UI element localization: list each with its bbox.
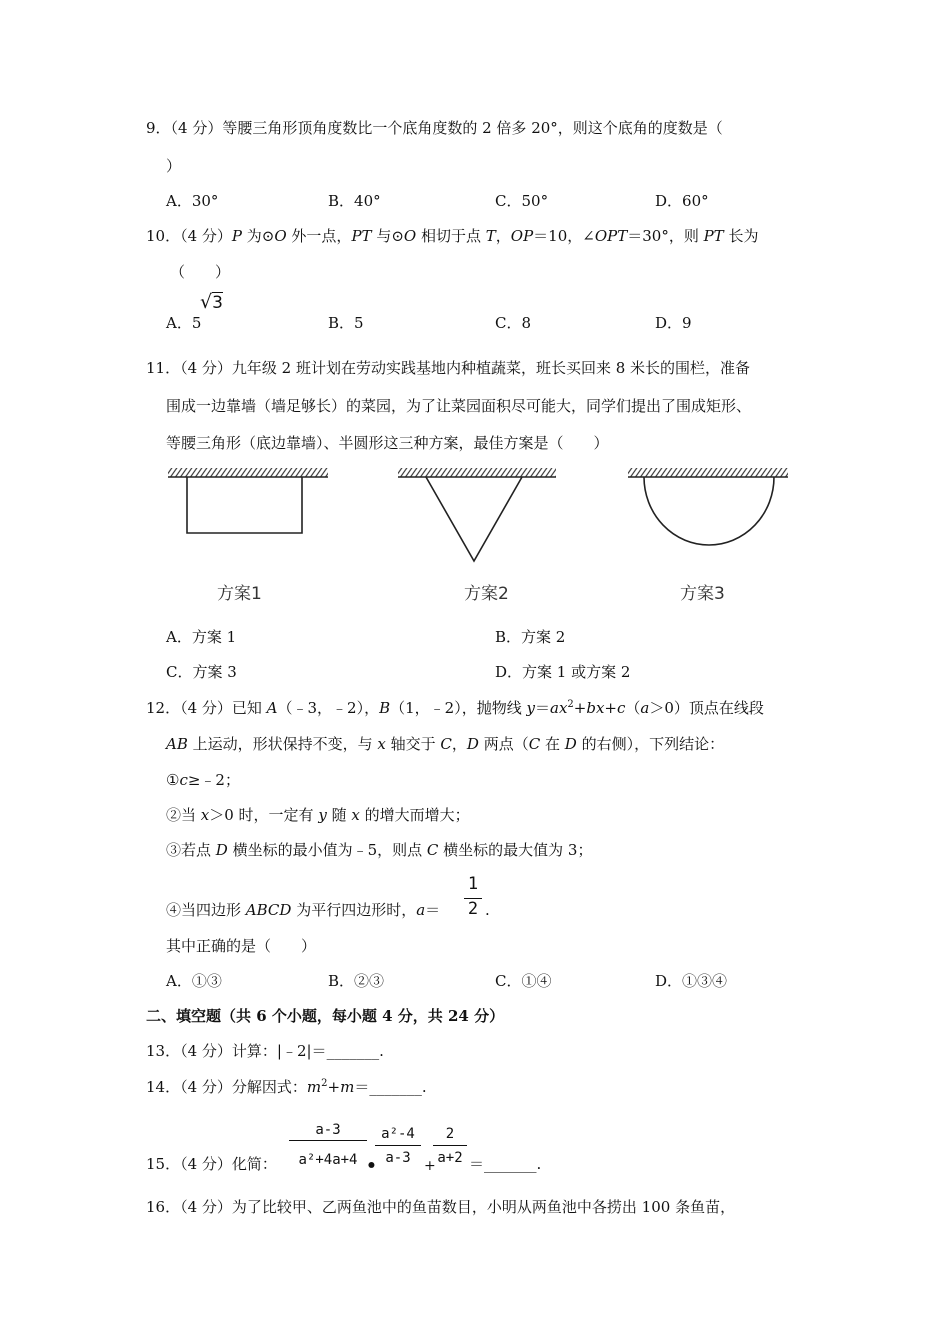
q12-frac-den: 2 [467,899,479,919]
q10-blank: （ ） [170,263,231,281]
plan3-wall [628,468,788,477]
q11-option-c: C．方案 3 [166,663,237,681]
q13-blank: _______ [326,1042,380,1060]
q15-blank: _______ [484,1155,537,1173]
q16: 16．（4 分）为了比较甲、乙两鱼池中的鱼苗数目，小明从两鱼池中各捞出 100 条鱼苗， [146,1198,736,1216]
q11-option-b: B．方案 2 [495,628,566,646]
q15-plus: + [424,1158,436,1174]
q12-line1: 12．（4 分）已知 A（﹣3，﹣2），B（1，﹣2），抛物线 $y=ax^2+bx+c(a>0)$顶点在线段 [146,699,764,717]
q12-frac-num: 1 [467,874,479,894]
q12-option-d: D．①③④ [655,972,728,990]
plan1-wall [168,468,328,477]
plan2-triangle [426,477,522,561]
q15-dot: • [366,1156,377,1176]
q12-line2: AB 上运动，形状保持不变，与 x 轴交于 C，D 两点（C 在 D 的右侧），下列结论： [166,735,725,753]
q9-close: ） [166,157,182,175]
q12-statement-1: ①c≥﹣2； [166,771,240,789]
plan1-caption: 方案1 [217,584,262,604]
q15-f2-bar [375,1145,421,1146]
plan1-rectangle [187,477,302,533]
q12-which: 其中正确的是（ ） [166,937,317,955]
plan3-diagram [628,468,788,545]
q15-f2-num: a²-4 [381,1126,415,1142]
q13: 13．（4 分）计算：|﹣2|＝_______. [146,1042,384,1060]
q12-option-a: A．①③ [166,972,222,990]
q15-label: 15．（4 分）化简： [146,1155,277,1173]
q12-option-b: B．②③ [328,972,385,990]
q11-diagrams [160,462,800,572]
plan1-diagram [168,468,328,533]
q11-line1: 11．（4 分）九年级 2 班计划在劳动实践基地内种植蔬菜，班长买回来 8 米长的围栏，准备 [146,359,751,377]
q12-statement-2: ②当 x＞0 时，一定有 y 随 x 的增大而增大； [166,806,470,824]
q10-option-c: C．8 [495,314,532,332]
q9-option-c: C．50° [495,192,549,210]
q10-option-b: B．5 [328,314,364,332]
q9-option-a: A．30° [166,192,219,210]
q10-option-a-radical: √3 [200,291,223,313]
q14-blank: _______ [369,1078,422,1096]
plan3-semicircle [644,477,774,545]
q12-option-c: C．①④ [495,972,552,990]
q10-option-a: A．5 [166,314,202,332]
q15-f1-bar [289,1140,367,1141]
q15-f3-den: a+2 [437,1150,463,1166]
q9-option-d: D．60° [655,192,709,210]
q15-f3-bar [433,1145,467,1146]
plan2-caption: 方案2 [464,584,509,604]
plan2-wall [398,468,556,477]
plan2-diagram [398,468,556,561]
plan3-caption: 方案3 [680,584,725,604]
q15-f3-num: 2 [445,1126,455,1142]
q9-stem: 9．（4 分）等腰三角形顶角度数比一个底角度数的 2 倍多 20°，则这个底角的度数是（ [146,119,723,137]
q11-option-d: D．方案 1 或方案 2 [495,663,631,681]
q15-f1-num: a-3 [315,1122,341,1138]
q15-f2-den: a-3 [385,1150,411,1166]
q15-f1-den: a²+4a+4 [298,1152,358,1168]
q11-option-a: A．方案 1 [166,628,237,646]
q12-period: . [485,901,490,919]
q12-statement-3: ③若点 D 横坐标的最小值为﹣5，则点 C 横坐标的最大值为 3； [166,841,593,859]
q15-tail: ＝_______. [469,1155,542,1173]
q9-option-b: B．40° [328,192,381,210]
q11-line2: 围成一边靠墙（墙足够长）的菜园，为了让菜园面积尽可能大，同学们提出了围成矩形、 [166,397,752,415]
q12-statement-4: ④当四边形 ABCD 为平行四边形时，a＝ [166,901,441,919]
q10-option-d: D．9 [655,314,692,332]
q14: 14．（4 分）分解因式：$m^2+m=\_\_\_\_\_\_\_$. [146,1078,427,1096]
section-heading: 二、填空题（共 6 个小题，每小题 4 分，共 24 分） [146,1007,505,1025]
q10-stem: 10．（4 分）P 为⊙O 外一点，PT 与⊙O 相切于点 T，OP＝10，∠OPT＝30°，则 PT 长为 [146,227,759,245]
q11-line3: 等腰三角形（底边靠墙）、半圆形这三种方案，最佳方案是（ ） [166,434,609,452]
